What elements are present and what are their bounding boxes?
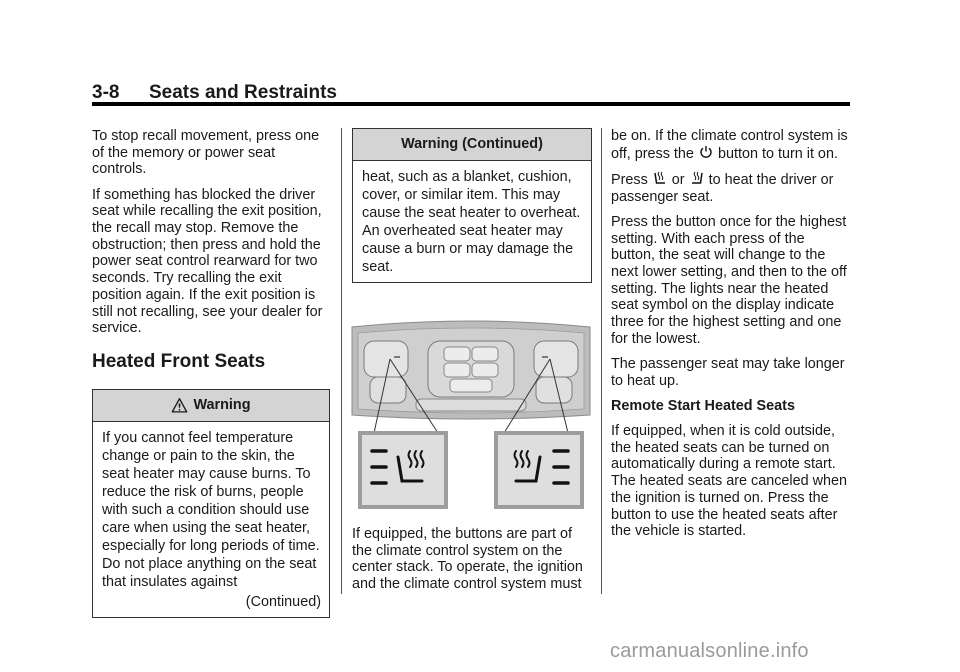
warning-triangle-icon bbox=[171, 397, 188, 414]
paragraph: Press or to heat the driver or passenger seat. bbox=[611, 171, 834, 205]
climate-control-figure bbox=[350, 319, 592, 514]
column-right bbox=[611, 128, 851, 548]
watermark: carmanualsonline.info bbox=[610, 640, 809, 662]
warning-header bbox=[93, 390, 329, 422]
paragraph: be on. If the climate control system is off, press the button to turn it on. bbox=[611, 128, 848, 162]
warning-box-continued bbox=[352, 128, 592, 283]
continued-label: (Continued) bbox=[245, 593, 321, 610]
figure-caption: If equipped, the buttons are part of the climate control system on the center stack. To operate, the ignition and the climate control system must bbox=[352, 526, 583, 593]
chapter-title: Seats and Restraints bbox=[149, 82, 337, 103]
warning-text: heat, such as a blanket, cushion, cover, or similar item. This may cause the seat heater to overheat. An overheated seat heater may cause a burn or may damage the seat. bbox=[362, 169, 581, 275]
paragraph: If equipped, when it is cold outside, the heated seats can be turned on automatically during a remote start. The heated seats are canceled when the ignition is turned on. Press the button to use the heated seats after the vehicle is started. bbox=[611, 423, 848, 540]
warning-header: Warning (Continued) bbox=[353, 129, 591, 161]
column-divider bbox=[601, 128, 602, 594]
warning-title: Warning bbox=[193, 397, 251, 414]
page-header bbox=[92, 80, 850, 106]
center-stack-illustration bbox=[350, 319, 592, 514]
subsection-title: Remote Start Heated Seats bbox=[611, 397, 795, 414]
section-title: Heated Front Seats bbox=[92, 350, 266, 372]
column-left bbox=[92, 128, 330, 618]
paragraph: The passenger seat may take longer to heat up. bbox=[611, 355, 845, 389]
paragraph: Press the button once for the highest setting. With each press of the button, the seat will change to the next lower setting, and then to the off setting. The lights near the heated seat symbol on the display indicate three for the highest setting and one for the lowest. bbox=[611, 213, 847, 347]
column-middle bbox=[352, 128, 592, 601]
warning-text: If you cannot feel temperature change or pain to the skin, the seat heater may cause burns. To reduce the risk of burns, people with such a condition should use care when using the seat heater, especially for long periods of time. Do not place anything on the seat that insulates against bbox=[102, 429, 320, 590]
paragraph: To stop recall movement, press one of the memory or power seat controls. bbox=[92, 128, 320, 178]
page-number: 3-8 bbox=[92, 82, 120, 103]
column-divider bbox=[341, 128, 342, 594]
driver-heated-seat-icon bbox=[653, 171, 667, 185]
passenger-heated-seat-icon bbox=[690, 171, 704, 185]
power-icon bbox=[699, 145, 713, 159]
paragraph: If something has blocked the driver seat while recalling the exit position, the recall may stop. Remove the obstruction; then press and hold the power seat control rearward for two seconds. Try recalling the exit position again. If the exit position is still not recalling, see your dealer for service. bbox=[92, 186, 323, 337]
warning-box bbox=[92, 389, 330, 618]
